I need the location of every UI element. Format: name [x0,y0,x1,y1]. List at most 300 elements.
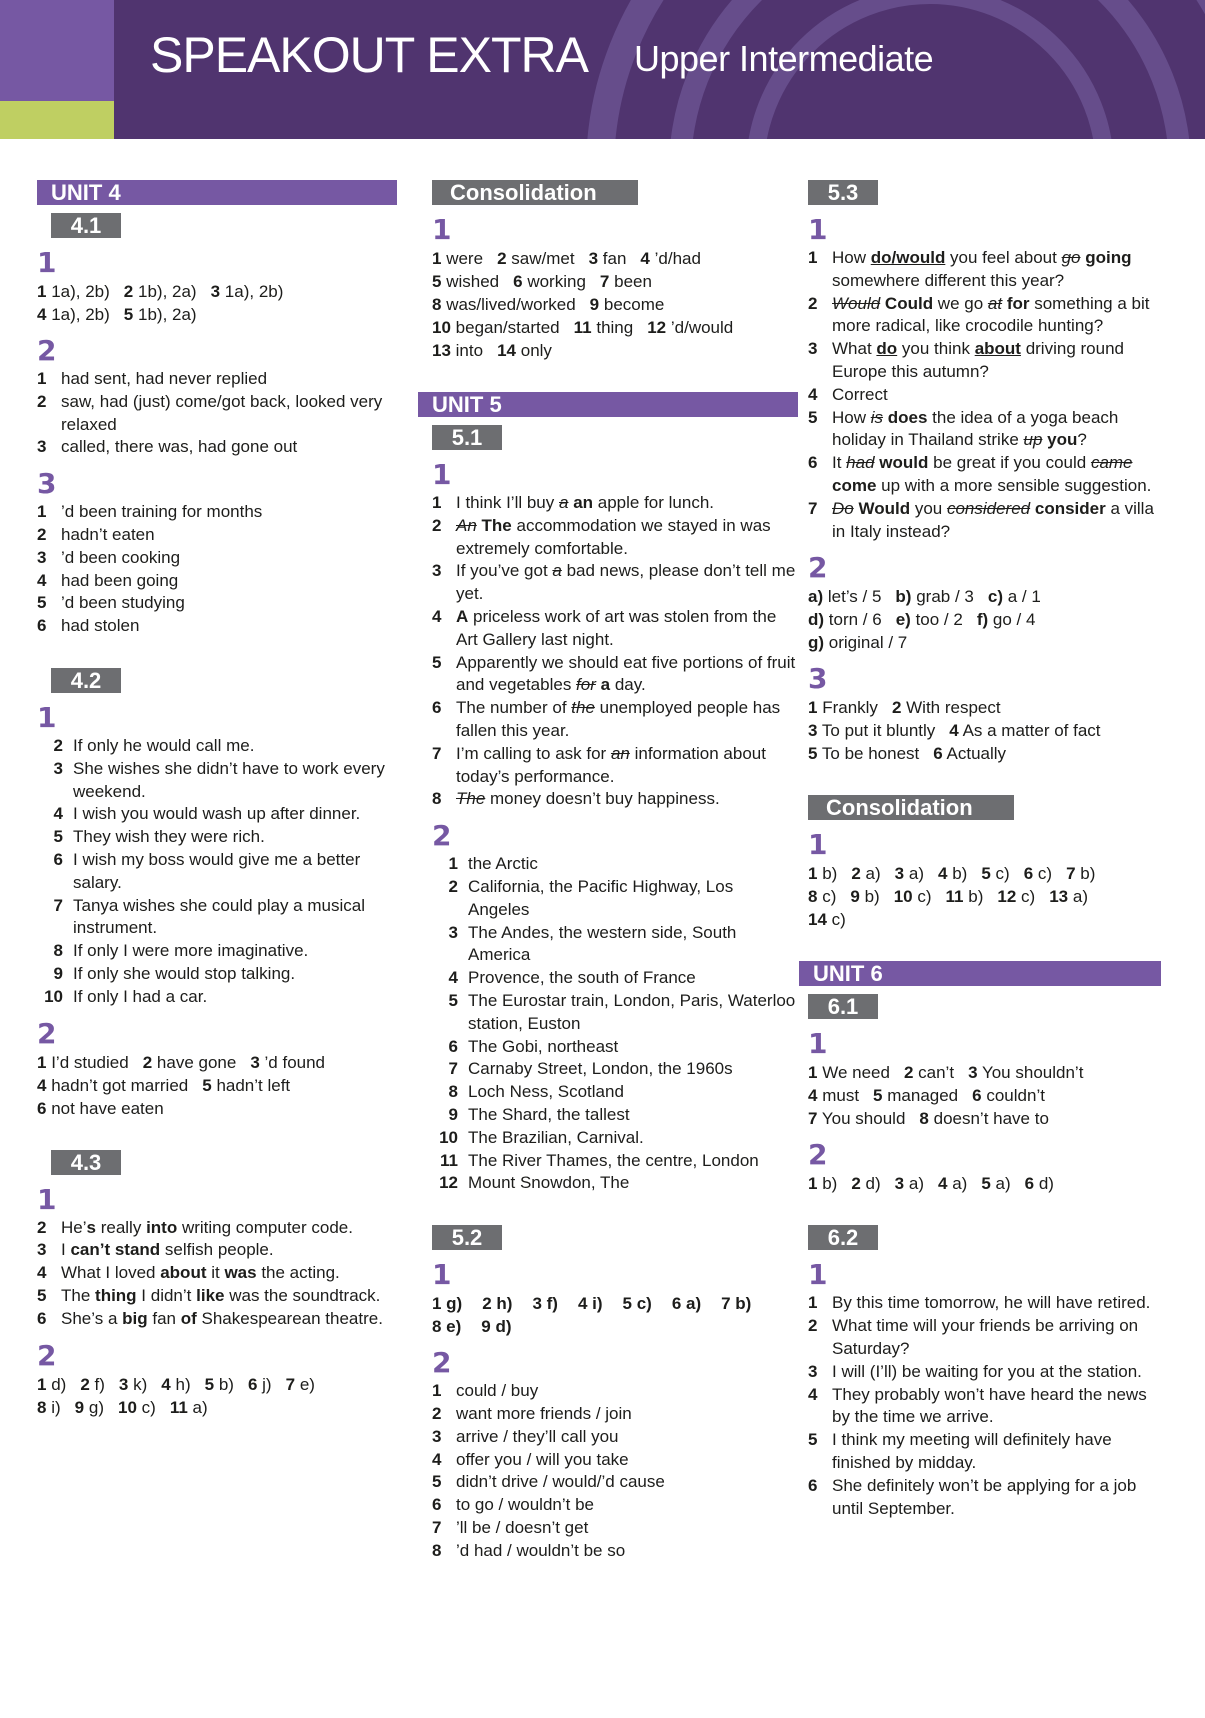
answer-item [432,295,576,314]
answer-number: 4 [37,1263,47,1283]
answer-number: 2 [903,1063,914,1083]
crossed-out-word: an [610,743,630,763]
answer-text: have gone [156,1052,237,1072]
crossed-out-word: Do [832,498,854,518]
answer-number: 1 [448,854,458,874]
answer-number: a) [808,587,824,607]
answer-text [456,560,798,606]
crossed-out-word: came [1090,453,1133,473]
answer-row [808,1315,1168,1361]
answer-number: 7 [808,498,818,518]
answer-text: Tanya wishes she could play a musical instrument. [73,895,365,938]
answer-number: 4 [37,305,47,324]
answer-text: wished [446,272,500,291]
answer-item [895,864,924,883]
answers-5-3-3 [808,696,1168,765]
answer-number: 5 [808,1430,818,1450]
answer-item: 6 a) [671,1294,702,1314]
answer-row [432,1380,798,1403]
correction-bold: thing [95,1285,137,1305]
answer-number: 3 [53,758,63,778]
answer-number: 6 [933,744,943,764]
answer-number: 6 [972,1086,982,1106]
correction-bold: Would [858,498,911,518]
answer-text: a) [995,1174,1011,1194]
answer-text: been [614,272,652,291]
answer-text: want more friends / join [456,1403,632,1423]
text-fragment: bad news, please don’t tell me yet. [456,561,796,604]
crossed-out-word: up [1023,430,1043,450]
answer-item [938,864,967,883]
answer-text: the Arctic [468,854,538,874]
answer-text: ’d been studying [61,593,185,613]
answer-number: 3 [432,1426,442,1446]
answer-number: 10 [432,318,451,337]
text-fragment: He’ [61,1217,87,1237]
answer-number: 6 [247,1374,258,1394]
answer-number: 4 [53,804,63,824]
answer-row [37,615,397,638]
answers-6-2-1 [808,1292,1168,1520]
answer-number: 3 [808,721,818,741]
answer-number: 7 [599,272,610,291]
answer-number: 7 [285,1374,296,1394]
answer-text: What time will your friends be arriving on Saturday? [832,1316,1139,1358]
header-subtitle: Upper Intermediate [634,38,934,79]
answer-number: 3 [808,1361,818,1381]
answer-item [850,887,879,906]
text-fragment: fan [147,1308,181,1328]
correction-bold: into [146,1217,178,1237]
answer-text: not have eaten [51,1098,164,1118]
answer-row [432,1150,798,1173]
exercise-number: 1 [808,1258,828,1292]
answer-number: 3 [808,339,818,359]
correction-bold: was [224,1263,257,1283]
text-fragment: I’m calling to ask for [456,743,611,763]
answer-text: can’t [918,1063,955,1083]
unit-4-heading: UNIT 4 [37,180,397,205]
answer-row [37,501,397,524]
answer-text: The Eurostar train, London, Paris, Waterloo station, Euston [468,990,796,1033]
answer-text: c) [1021,887,1036,907]
answer-text: ’ll be / doesn’t get [456,1517,589,1537]
answer-row [808,1384,1168,1430]
answer-text: were [446,249,484,268]
answer-text: 1a), 2b) [51,305,110,324]
text-fragment: selfish people. [160,1240,274,1260]
answer-item [248,1375,272,1394]
answers-consolidation-4 [432,247,798,362]
answer-number: 2 [808,1316,818,1336]
answer-item [808,744,919,763]
answer-text: into [455,341,484,360]
answer-text: Loch Ness, Scotland [468,1082,624,1102]
answer-item [988,587,1041,606]
answer-row [808,338,1168,384]
answer-item [808,910,846,929]
answer-text: become [603,295,665,314]
text-fragment: What I loved [61,1263,161,1283]
answer-text: b) [864,887,880,907]
text-fragment: Shakespearean theatre. [196,1308,383,1328]
answer-text [456,652,798,698]
answer-number: 2 [142,1052,153,1072]
answer-row [432,606,798,652]
answer-number: 2 [808,293,818,313]
exercise-number: 1 [808,1027,828,1061]
crossed-out-word: considered [946,498,1031,518]
answer-item [808,1063,890,1082]
answer-number: 7 [53,895,63,915]
answer-number: f) [976,610,989,630]
exercise-number: 1 [808,213,828,246]
answer-row [37,570,397,593]
answer-number: 7 [1066,864,1076,884]
answer-item [513,272,586,291]
text-fragment: ? [1077,430,1087,450]
answer-number: c) [987,587,1003,607]
exercise-number: 2 [808,1138,828,1172]
answer-item [977,610,1036,629]
answer-number: 5 [123,305,134,324]
text-fragment: I think I’ll buy [456,493,559,512]
crossed-out-word: for [576,675,596,695]
answer-row [432,1494,798,1517]
answer-number: 5 [448,990,458,1010]
answer-item [808,698,878,717]
answer-item [211,282,284,301]
answer-row [37,849,397,895]
answer-number: 2 [497,249,507,268]
answer-item [895,1174,924,1193]
answer-text: e) [299,1374,315,1394]
answer-number: 5 [873,1086,883,1106]
answer-number: 6 [37,616,47,636]
answer-number: 7 [448,1059,458,1079]
answer-text: to go / wouldn’t be [456,1495,594,1515]
answer-text [456,492,798,515]
answer-text: hadn’t eaten [61,524,155,544]
answer-row [432,515,798,561]
answer-number: 2 [53,735,63,755]
lesson-6-2-heading: 6.2 [808,1225,878,1250]
answer-text: 1a), 2b) [224,282,284,301]
answer-number: 1 [808,864,818,884]
answer-row [37,1262,397,1285]
crossed-out-word: is [870,407,884,427]
answer-text: a) [952,1174,968,1194]
answer-text: was/lived/worked [446,295,576,314]
answers-4-3-2 [37,1373,397,1419]
text-fragment: I didn’t [136,1285,197,1305]
answer-row [37,1285,397,1308]
answer-row [432,652,798,698]
answer-number: 5 [432,652,442,672]
answer-text: a) [908,1174,924,1194]
answer-item [37,282,110,301]
lesson-4-1-heading: 4.1 [51,213,121,238]
answer-text: saw, had (just) come/got back, looked very relaxed [61,391,383,434]
answer-number: 5 [432,1472,442,1492]
answer-row [37,758,397,804]
answer-item [124,305,197,324]
answer-text: Frankly [822,698,878,718]
answer-number: 9 [589,295,600,314]
answer-number: 5 [808,744,818,764]
answer-text: didn’t drive / would/’d cause [456,1472,665,1492]
answer-text: hadn’t got married [51,1075,189,1095]
answer-row [37,391,397,437]
answer-item [851,864,880,883]
text-fragment: The [61,1285,96,1305]
answer-text [456,788,798,811]
crossed-out-word: Would [832,293,881,313]
answer-number: 6 [1023,864,1034,884]
answer-number: 5 [202,1075,212,1095]
answer-text [832,498,1168,544]
answer-text: If only he would call me. [73,735,255,755]
answer-item [851,1174,880,1193]
header-purple-block [0,0,114,101]
answer-item [808,887,836,906]
answer-number: 3 [894,1174,905,1194]
correction-bold: like [196,1285,225,1305]
answer-item [37,1375,66,1394]
answer-number: 4 [432,606,442,626]
answer-item [808,610,882,629]
answer-text: If only she would stop talking. [73,963,296,983]
answer-text: d) [51,1374,67,1394]
text-fragment: really [95,1217,147,1237]
answer-text: I think my meeting will definitely have finished by midday. [832,1430,1112,1472]
answer-number: 10 [893,887,913,907]
answer-row [432,492,798,515]
correction-bold: big [122,1308,148,1328]
text-fragment: How [832,407,871,427]
answer-number: g) [808,633,825,653]
correction-bold: a [600,675,611,695]
answer-text: i) [51,1397,61,1417]
answer-text: g) [88,1397,104,1417]
answers-5-2-2 [432,1380,798,1562]
answer-row [808,1429,1168,1475]
answer-text [832,293,1168,339]
answer-number: 2 [448,876,458,896]
answer-text: must [822,1086,860,1106]
answer-row [37,986,397,1009]
answer-number: 6 [448,1036,458,1056]
answer-text: 1b), 2a) [138,282,197,301]
consolidation-5-heading: Consolidation [808,795,1014,820]
answer-number: 2 [432,1403,442,1423]
answer-text: j) [262,1374,272,1394]
answer-item [1024,864,1052,883]
answer-item [894,887,932,906]
answer-item [997,887,1035,906]
answer-item [895,587,973,606]
answer-text: f) [94,1374,105,1394]
header-green-block [0,101,114,139]
answer-text: b) [822,1174,838,1194]
answer-item [1066,864,1095,883]
header-title: SPEAKOUT EXTRA [150,27,588,83]
correction-bold: consider [1034,498,1106,518]
crossed-out-word: An [456,515,477,535]
answer-number: 4 [808,1384,818,1404]
answer-text: ’d/had [654,249,701,268]
answer-number: 6 [1024,1174,1035,1194]
answer-item [808,1174,837,1193]
answer-item: 9 d) [481,1317,512,1337]
answer-item [896,610,963,629]
answer-number: 1 [37,282,47,301]
answer-item: 3 f) [532,1294,558,1314]
answer-number: 8 [432,1540,442,1560]
crossed-out-word: a [552,561,562,581]
answer-text: had sent, had never replied [61,369,268,388]
answer-text: h) [175,1374,191,1394]
answer-text: a) [908,864,924,884]
answer-item [589,249,627,268]
answer-number: 1 [808,1174,818,1194]
answer-text: ’d had / wouldn’t be so [456,1540,626,1560]
answer-number: 5 [432,272,442,291]
answer-text [832,407,1168,453]
answer-text: had stolen [61,616,140,636]
answer-item [37,1099,164,1118]
answer-text [832,384,1168,407]
lesson-5-2-heading: 5.2 [432,1225,502,1250]
answer-row [37,735,397,758]
answer-number: 6 [53,849,63,869]
correction-bold: going [1085,248,1132,267]
answer-row [37,436,397,459]
answer-item [808,1109,905,1128]
answer-number: 3 [250,1052,260,1072]
text-fragment: accommodation we stayed in was extremely comfortable. [456,515,771,558]
answer-number: 1 [37,369,47,388]
answer-text: The Shard, the tallest [468,1104,630,1124]
answer-item [250,1053,325,1072]
answer-item [124,282,197,301]
answer-number: 1 [432,493,442,512]
answer-number: 4 [808,1086,818,1106]
answer-number: 13 [432,341,451,360]
answer-text: a) [192,1397,208,1417]
answer-text: b) [952,864,968,884]
answer-row [808,1361,1168,1384]
crossed-out-word: had [846,453,875,473]
answer-text: torn / 6 [828,610,882,630]
text-fragment: you [910,498,947,518]
correction-bold: you [1047,430,1078,450]
answer-text: The Gobi, northeast [468,1036,619,1056]
answer-item: 4 i) [577,1294,603,1314]
text-fragment: something a bit more radical, like crocodile hunting? [832,293,1150,336]
answer-text: c) [831,910,846,930]
answer-text: The River Thames, the centre, London [468,1150,759,1170]
exercise-number: 1 [37,700,57,734]
exercise-number: 2 [808,551,828,585]
text-fragment: be great if you could [928,453,1091,473]
answer-row [37,592,397,615]
crossed-out-word: the [571,698,595,718]
underlined-word: about [974,339,1021,359]
text-fragment: If you’ve got [456,561,553,581]
answer-number: 14 [497,341,516,360]
answer-item [892,698,1001,717]
answer-number: 2 [37,1217,47,1237]
answer-text: k) [133,1374,148,1394]
answer-text: To be honest [821,744,920,764]
correction-bold: can’t stand [70,1240,161,1260]
answer-text: ’d found [264,1052,326,1072]
answer-text: 1b), 2a) [138,305,197,324]
text-fragment: a villa in Italy instead? [832,498,1154,541]
correction-bold: would [879,453,929,473]
answer-row [432,1449,798,1472]
answer-number: 5 [981,864,991,884]
answers-consolidation-5 [808,862,1168,931]
answer-number: 1 [37,1374,47,1394]
lesson-5-1-heading: 5.1 [432,425,502,450]
answer-number: 8 [919,1109,929,1129]
answer-text: They probably won’t have heard the news by the time we arrive. [832,1384,1147,1427]
answer-number: 6 [513,272,523,291]
answer-text: b) [1080,864,1096,884]
answer-row [808,1475,1168,1521]
text-fragment: The number of [456,698,572,718]
answer-number: 2 [37,524,47,544]
answer-row [432,1471,798,1494]
answer-text: d) [1038,1174,1054,1194]
correction-bold: about [160,1263,207,1283]
answer-text: fan [602,249,627,268]
answers-4-2-1 [37,735,397,1009]
answer-number: 1 [808,698,818,718]
answer-item [143,1053,237,1072]
crossed-out-word: The [456,789,486,809]
answer-item [37,1398,61,1417]
answer-row [808,384,1168,407]
answer-number: 5 [808,407,818,427]
answers-4-1-3 [37,501,397,638]
exercise-number: 2 [37,1338,57,1372]
answer-text: began/started [455,318,560,337]
underlined-word: do/would [870,248,946,267]
answer-item: 7 b) [721,1294,752,1314]
text-fragment: up with a more sensible suggestion. [876,475,1152,495]
answer-text: California, the Pacific Highway, Los Angeles [468,876,734,919]
answer-number: d) [808,610,825,630]
answer-number: 2 [80,1374,90,1394]
answer-number: 4 [448,968,458,988]
answer-text: They wish they were rich. [73,827,265,847]
answer-number: 1 [37,1052,47,1072]
answer-text: With respect [906,698,1001,718]
answer-number: 11 [573,318,592,337]
answer-item [37,1076,188,1095]
answer-text: b) [822,864,838,884]
answer-text: let’s / 5 [827,587,882,607]
answer-number: 1 [432,1381,442,1401]
answer-text: Mount Snowdon, The [468,1173,630,1193]
answer-number: 2 [851,864,861,884]
answer-text: I wish you would wash up after dinner. [73,804,361,824]
answer-text: grab / 3 [916,587,974,607]
page-header [0,0,1205,139]
